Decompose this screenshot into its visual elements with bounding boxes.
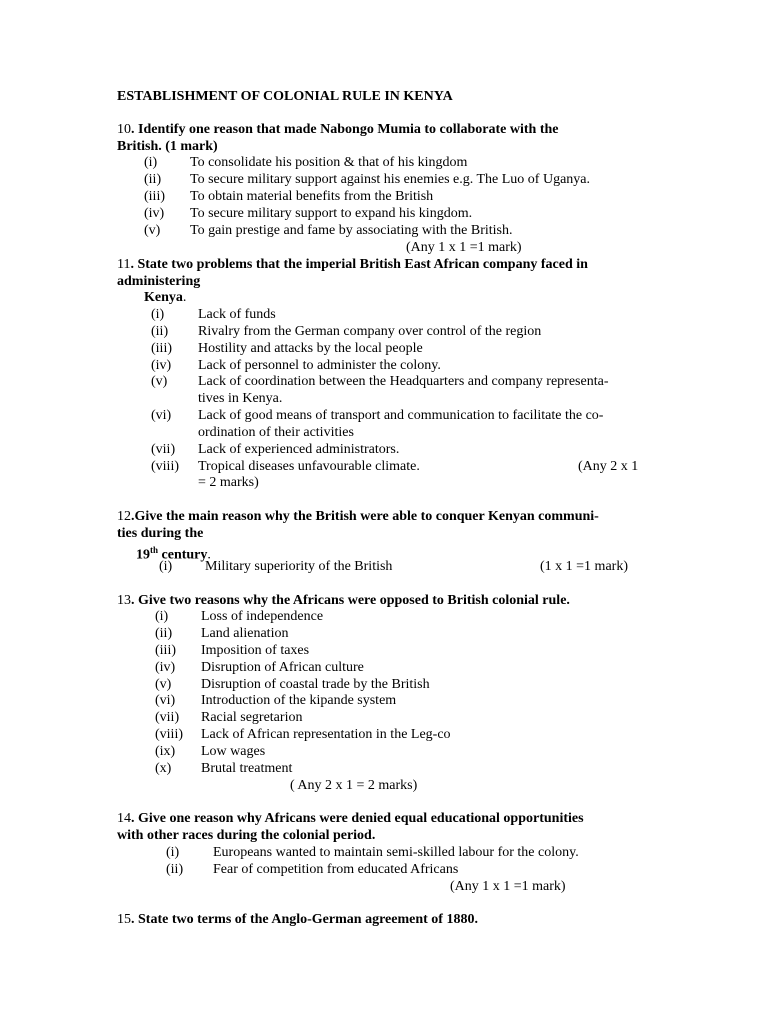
question-11-line-1	[117, 256, 588, 273]
question-10-line-2: British. (1 mark)	[117, 139, 218, 154]
answer-number: (viii)	[151, 459, 179, 474]
answer-number: (iv)	[151, 358, 172, 373]
mark-allocation: (Any 1 x 1 =1 mark)	[450, 879, 566, 894]
answer-text: To obtain material benefits from the British	[190, 189, 434, 204]
answer-text: Lack of experienced administrators.	[198, 442, 400, 457]
answer-number: (v)	[155, 677, 172, 692]
answer-number: (i)	[159, 559, 173, 574]
answer-number: (ix)	[155, 744, 176, 759]
answer-number: (i)	[144, 155, 158, 170]
answer-number: (ii)	[151, 324, 169, 339]
answer-text: To secure military support against his enemies e.g. The Luo of Uganya.	[190, 172, 590, 187]
question-12-line-2: ties during the	[117, 526, 204, 541]
question-text: . Identify one reason that made Nabongo Mumia to collaborate with the	[131, 122, 559, 137]
answer-number: (iii)	[151, 341, 172, 356]
answer-number: (v)	[144, 223, 161, 238]
question-text: . State two problems that the imperial British East African company faced in	[130, 257, 588, 272]
answer-number: (i)	[155, 609, 169, 624]
answer-text: To consolidate his position & that of his kingdom	[190, 155, 468, 170]
question-12-line-1	[117, 508, 599, 525]
question-punctuation: .	[182, 290, 187, 305]
answer-number: (ii)	[155, 626, 173, 641]
question-12-line-3	[136, 542, 211, 564]
answer-number: (vi)	[151, 408, 172, 423]
question-11-line-3	[144, 289, 186, 306]
answer-number: (i)	[151, 307, 165, 322]
answer-text: Tropical diseases unfavourable climate.	[198, 459, 420, 474]
answer-number: (ii)	[144, 172, 162, 187]
mark-allocation-continued: = 2 marks)	[198, 475, 259, 490]
answer-number: (iii)	[144, 189, 165, 204]
question-10-line-1	[117, 121, 559, 138]
question-number: 14	[117, 811, 131, 826]
question-punctuation: .	[207, 547, 211, 563]
mark-allocation: (Any 2 x 1	[578, 459, 639, 474]
question-text: . Give one reason why Africans were denied equal educational opportunities	[131, 811, 584, 826]
answer-number: (iii)	[155, 643, 176, 658]
answer-text-continued: ordination of their activities	[198, 425, 354, 440]
answer-number: (x)	[155, 761, 172, 776]
question-text: .Give the main reason why the British were able to conquer Kenyan communi-	[131, 509, 599, 524]
answer-number: (iv)	[155, 660, 176, 675]
answer-text: Europeans wanted to maintain semi-skilled labour for the colony.	[213, 845, 579, 860]
question-text: century	[158, 547, 208, 563]
answer-text: Disruption of African culture	[201, 660, 364, 675]
answer-text: Lack of African representation in the Leg-co	[201, 727, 451, 742]
answer-number: (ii)	[166, 862, 184, 877]
answer-text: Fear of competition from educated Africans	[213, 862, 459, 877]
mark-allocation: (1 x 1 =1 mark)	[540, 559, 628, 574]
question-text: 19	[136, 547, 150, 563]
answer-text: Introduction of the kipande system	[201, 693, 397, 708]
answer-number: (viii)	[155, 727, 183, 742]
answer-text: Military superiority of the British	[205, 559, 393, 574]
answer-text: Low wages	[201, 744, 266, 759]
question-13-line-1	[117, 592, 570, 609]
question-number: 10	[117, 122, 131, 137]
superscript: th	[150, 545, 159, 555]
answer-text: Lack of personnel to administer the colony.	[198, 358, 441, 373]
answer-text: Loss of independence	[201, 609, 324, 624]
answer-text: To secure military support to expand his kingdom.	[190, 206, 473, 221]
question-number: 15	[117, 912, 131, 927]
answer-number: (v)	[151, 374, 168, 389]
question-number: 12	[117, 509, 131, 524]
mark-allocation: (Any 1 x 1 =1 mark)	[406, 240, 522, 255]
answer-text-continued: tives in Kenya.	[198, 391, 283, 406]
answer-text: Lack of coordination between the Headquarters and company representa-	[198, 374, 609, 389]
answer-number: (i)	[166, 845, 180, 860]
answer-text: Imposition of taxes	[201, 643, 310, 658]
question-number: 13	[117, 593, 131, 608]
answer-text: Disruption of coastal trade by the British	[201, 677, 430, 692]
question-15-line-1	[117, 911, 478, 928]
question-text: . State two terms of the Anglo-German agreement of 1880.	[131, 912, 478, 927]
question-14-line-1	[117, 810, 584, 827]
question-14-line-2: with other races during the colonial period.	[117, 828, 376, 843]
question-number: 11	[117, 257, 131, 272]
question-11-line-2: administering	[117, 274, 201, 289]
answer-text: Racial segretarion	[201, 710, 303, 725]
answer-text: Rivalry from the German company over control of the region	[198, 324, 542, 339]
answer-text: To gain prestige and fame by associating with the British.	[190, 223, 513, 238]
answer-text: Brutal treatment	[201, 761, 293, 776]
answer-number: (vii)	[155, 710, 180, 725]
question-text: . Give two reasons why the Africans were opposed to British colonial rule.	[131, 593, 570, 608]
answer-number: (iv)	[144, 206, 165, 221]
answer-text: Land alienation	[201, 626, 289, 641]
answer-text: Lack of good means of transport and communication to facilitate the co-	[198, 408, 604, 423]
answer-number: (vi)	[155, 693, 176, 708]
answer-text: Lack of funds	[198, 307, 276, 322]
answer-number: (vii)	[151, 442, 176, 457]
question-text: Kenya	[144, 290, 183, 305]
answer-text: Hostility and attacks by the local people	[198, 341, 423, 356]
document-title: ESTABLISHMENT OF COLONIAL RULE IN KENYA	[117, 89, 453, 104]
mark-allocation: ( Any 2 x 1 = 2 marks)	[290, 778, 418, 793]
